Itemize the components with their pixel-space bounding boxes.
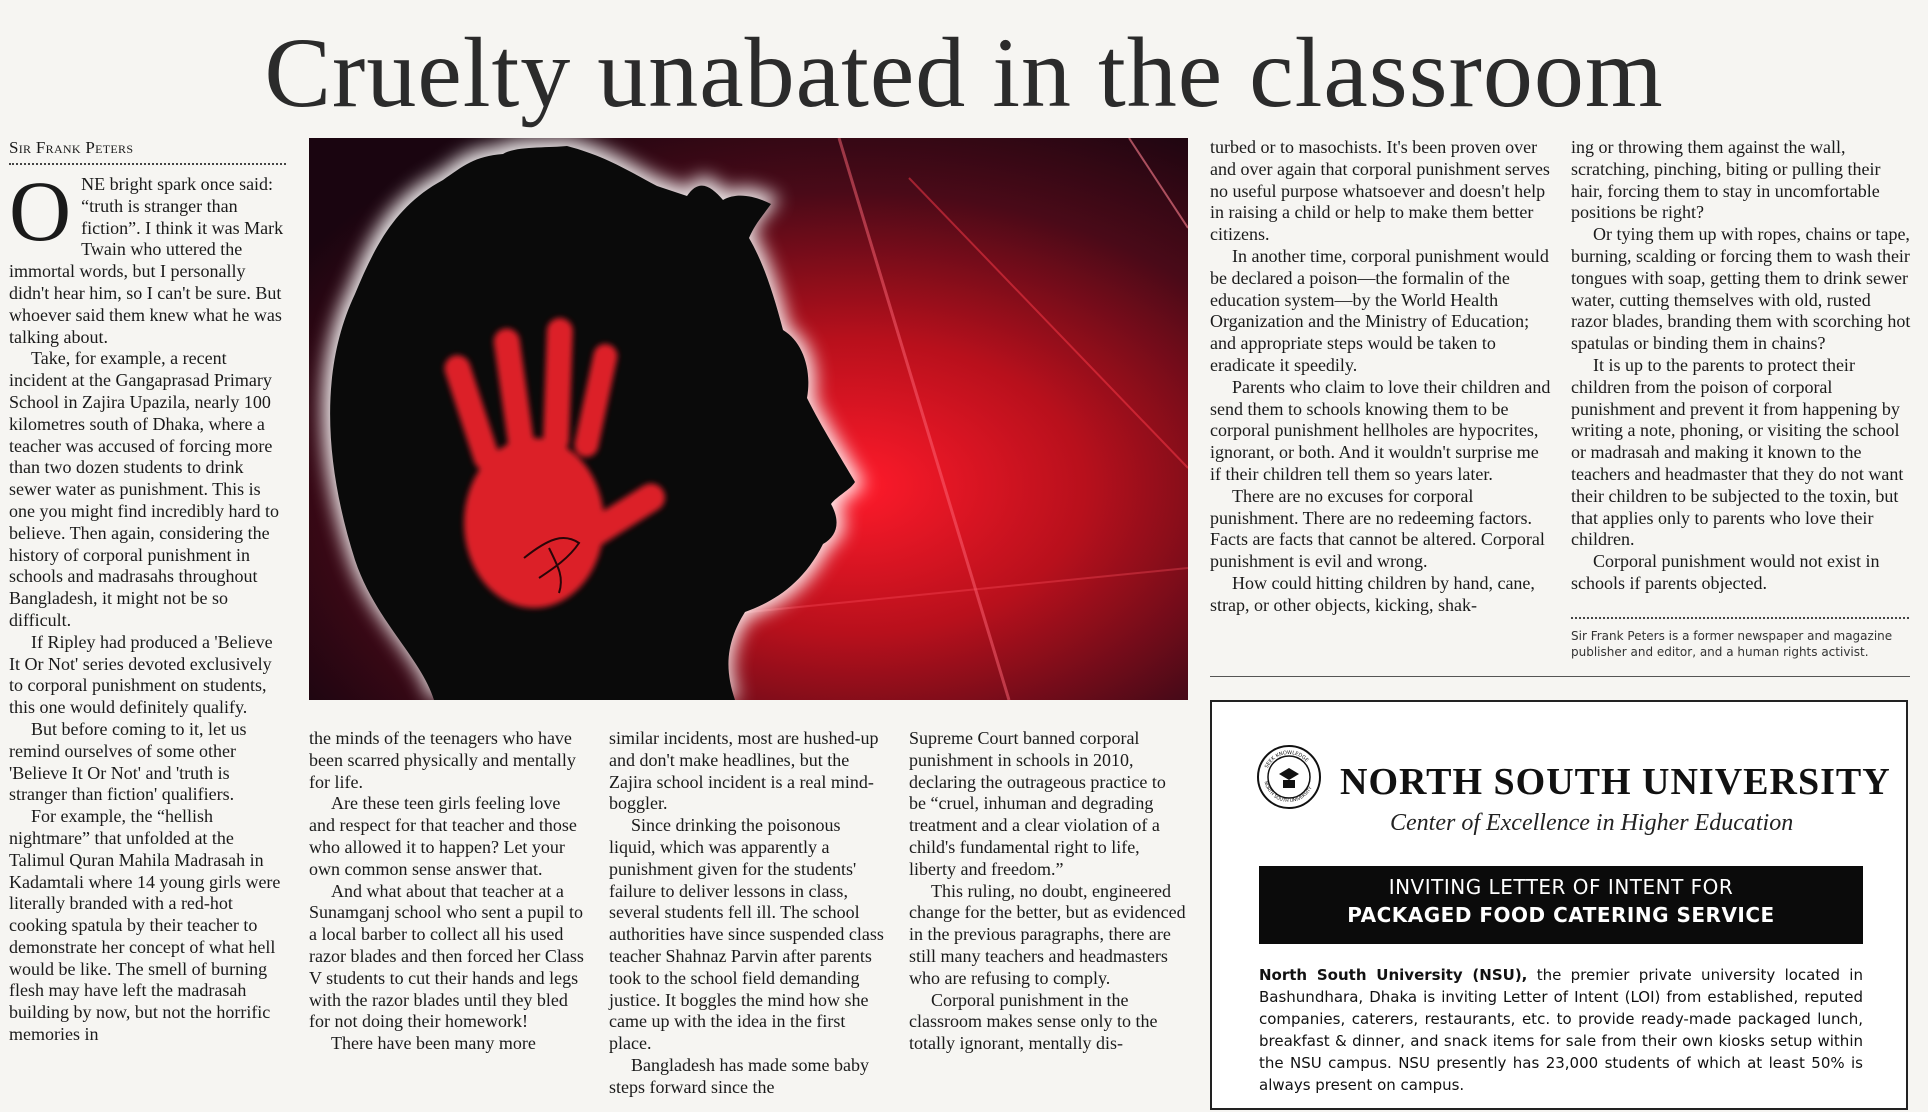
article-paragraph: Parents who claim to love their children and send them to schools knowing them to be corporal punishment hellholes are hypocrites, ignorant, or both. And it wouldn't surprise me if their children tell them so years later. <box>1210 376 1551 484</box>
article-paragraph: ing or throwing them against the wall, scratching, pinching, biting or pulling their hair, forcing them to stay in uncomfortable positions be right? <box>1571 137 1881 223</box>
ad-body-rest: the premier private university located in Bashundhara, Dhaka is inviting Letter of Intent (LOI) from established, reputed companies, caterers, restaurants, etc. to provide ready-made packaged lunch, breakfast & dinner, and snack items for sale from their own kiosks setup within the NSU campus. NSU presently has 23,000 students of which at least 50% is always present on campus. <box>1259 966 1863 1094</box>
article-paragraph: It is up to the parents to protect their children from the poison of corporal punishment and prevent it from happening by writing a note, phoning, or visiting the school or madrasah and making it known to the teachers and headmaster that they do not want their children to be subjected to the toxin, but that applies only to parents who love their children. <box>1571 354 1904 550</box>
article-column-1 <box>9 163 288 1046</box>
university-seal-icon <box>1256 744 1322 810</box>
article-paragraph: Or tying them up with ropes, chains or tape, burning, scalding or forcing them to wash their tongues with soap, getting them to drink sewer water, cutting themselves with old, rusted razor blades, branding them with scorching hot spatulas or binding them in chains? <box>1571 224 1911 354</box>
article-column-2 <box>309 728 587 1055</box>
ad-body-bold: North South University (NSU), <box>1259 966 1528 984</box>
university-name: NORTH SOUTH UNIVERSITY <box>1340 761 1891 803</box>
banner-line-1: INVITING LETTER OF INTENT FOR <box>1388 875 1734 899</box>
article-paragraph: If Ripley had produced a 'Believe It Or Not' series devoted exclusively to corporal punishment on students, this one would definitely qualify. <box>9 631 273 718</box>
article-paragraph: Corporal punishment in the classroom makes sense only to the totally ignorant, mentally dis- <box>909 989 1158 1054</box>
ad-banner <box>1259 866 1863 944</box>
section-divider <box>1210 676 1910 677</box>
article-paragraph: But before coming to it, let us remind ourselves of some other 'Believe It Or Not' and 'truth is stranger than fiction' qualifiers. <box>9 718 247 805</box>
headline: Cruelty unabated in the classroom <box>264 17 1664 128</box>
university-tagline: Center of Excellence in Higher Education <box>1390 810 1794 836</box>
article-column-5 <box>1210 137 1552 617</box>
article-paragraph: There have been many more <box>331 1033 536 1054</box>
article-paragraph: And what about that teacher at a Sunamganj school who sent a pupil to a local barber to collect all his used razor blades and then forced her Class V students to cut their hands and legs with the razor blades until they bled for not doing their homework! <box>309 880 584 1032</box>
article-paragraph: Supreme Court banned corporal punishment in schools in 2010, declaring the outrageous practice to be “cruel, inhuman and degrading treatment and a clear violation of a child's fundamental right to life, liberty and freedom.” <box>909 728 1166 879</box>
article-paragraph: For example, the “hellish nightmare” that unfolded at the Talimul Quran Mahila Madrasah in Kadamtali where 14 young girls were literally branded with a red-hot cooking spatula by their teacher to demonstrate her concept of what hell would be like. The smell of burning flesh may have left the madrasah building by now, but not the horrific memories in <box>9 806 281 1045</box>
article-paragraph: similar incidents, most are hushed-up and don't make headlines, but the Zajira school incident is a real mind-boggler. <box>609 728 879 814</box>
nsu-advertisement <box>1210 700 1908 1110</box>
bio-divider <box>1571 617 1909 619</box>
article-column-4 <box>909 728 1187 1055</box>
article-paragraph: Are these teen girls feeling love and respect for that teacher and those who allowed it to happen? Let your own common sense answer that. <box>309 793 577 879</box>
article-paragraph: In another time, corporal punishment would be declared a poison—the formalin of the education system—by the World Health Organization and the Ministry of Education; and appropriate steps would be taken to eradicate it speedily. <box>1210 245 1549 375</box>
article-paragraph: There are no excuses for corporal punishment. There are no redeeming factors. Facts are facts that cannot be altered. Corporal punishment is evil and wrong. <box>1210 485 1545 572</box>
drop-cap: O <box>9 163 72 259</box>
article-paragraph: This ruling, no doubt, engineered change for the better, but as evidenced in the previous paragraphs, there are still many teachers and headmasters who are refusing to comply. <box>909 880 1186 988</box>
article-paragraph: Since drinking the poisonous liquid, which was apparently a punishment given for the students' failure to deliver lessons in class, several students fell ill. The school authorities have since suspended class teacher Shahnaz Parvin after parents took to the school field demanding justice. It boggles the mind how she came up with the idea in the first place. <box>609 815 884 1054</box>
seal-text-top: SEEK KNOWLEDGE <box>1263 749 1310 770</box>
article-paragraph: Bangladesh has made some baby steps forward since the <box>609 1054 869 1097</box>
article-paragraph: turbed or to masochists. It's been proven over and over again that corporal punishment serves no useful purpose whatsoever and doesn't help in raising a child or help to make them better citizens. <box>1210 137 1550 245</box>
article-paragraph: Take, for example, a recent incident at the Gangaprasad Primary School in Zajira Upazila, nearly 100 kilometres south of Dhaka, where a teacher was accused of forcing more than two dozen students to drink sewer water as punishment. This is one you might find incredibly hard to believe. Then again, considering the history of corporal punishment in schools and madrasahs throughout Bangladesh, it might not be so difficult. <box>9 348 279 630</box>
byline: Sir Frank Peters <box>9 138 134 157</box>
child-silhouette-with-red-handprint-icon <box>309 138 1188 700</box>
banner-line-2: PACKAGED FOOD CATERING SERVICE <box>1347 903 1775 927</box>
article-column-3 <box>609 728 887 1099</box>
article-photo <box>309 138 1188 700</box>
article-paragraph: Corporal punishment would not exist in schools if parents objected. <box>1571 551 1880 593</box>
article-paragraph: the minds of the teenagers who have been scarred physically and mentally for life. <box>309 728 576 792</box>
seal-text-bottom: NORTH SOUTH UNIVERSITY <box>1262 780 1314 805</box>
ad-body-text <box>1259 964 1863 1096</box>
author-bio: Sir Frank Peters is a former newspaper and magazine publisher and editor, and a human rights activist. <box>1571 629 1893 659</box>
article-paragraph: How could hitting children by hand, cane, strap, or other objects, kicking, shak- <box>1210 572 1535 615</box>
article-paragraph: ONE bright spark once said: “truth is stranger than fiction”. I think it was Mark Twain who uttered the immortal words, but I personally didn't hear him, so I can't be sure. But whoever said them knew what he was talking about. <box>9 163 284 347</box>
article-column-6 <box>1571 137 1912 595</box>
